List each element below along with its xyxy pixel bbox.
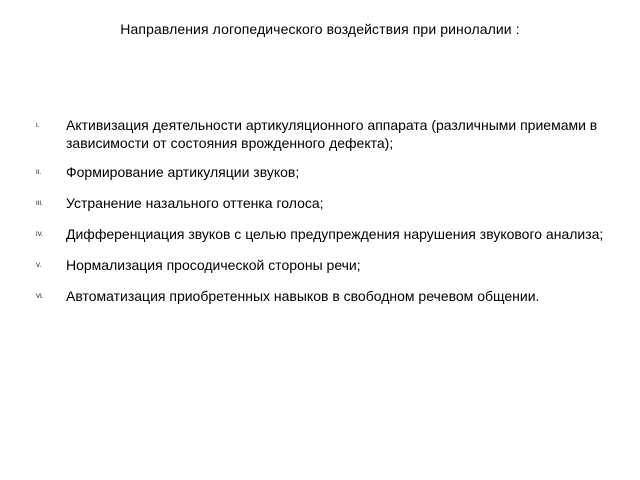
list-item-text: Формирование артикуляции звуков;: [66, 164, 300, 180]
list-item-marker: IV.: [36, 232, 43, 238]
list-item-text: Устранение назального оттенка голоса;: [66, 195, 324, 211]
list-item: [36, 286, 606, 307]
slide-title: Направления логопедического воздействия при ринолалии :: [120, 21, 520, 37]
list-item-text: Нормализация просодической стороны речи;: [66, 257, 361, 273]
list-item: [36, 255, 606, 276]
list-item-marker: III.: [36, 201, 43, 207]
list-item-marker: VI.: [36, 294, 44, 300]
list-item: [36, 193, 606, 214]
list-item-marker: II.: [36, 170, 42, 176]
list-item-marker: V.: [36, 263, 42, 269]
list-item-text: Дифференциация звуков с целью предупреждения нарушения звукового анализа;: [66, 226, 604, 242]
list-item: [36, 162, 606, 183]
list-item-text: Автоматизация приобретенных навыков в свободном речевом общении.: [66, 288, 540, 304]
list-item-marker: I.: [36, 123, 40, 129]
list-item-text: Активизация деятельности артикуляционного аппарата (различными приемами в зависимости от состояния врожденного дефекта);: [66, 117, 598, 151]
list-item: [36, 115, 606, 152]
list-item: [36, 224, 606, 245]
directions-list: [36, 115, 606, 317]
